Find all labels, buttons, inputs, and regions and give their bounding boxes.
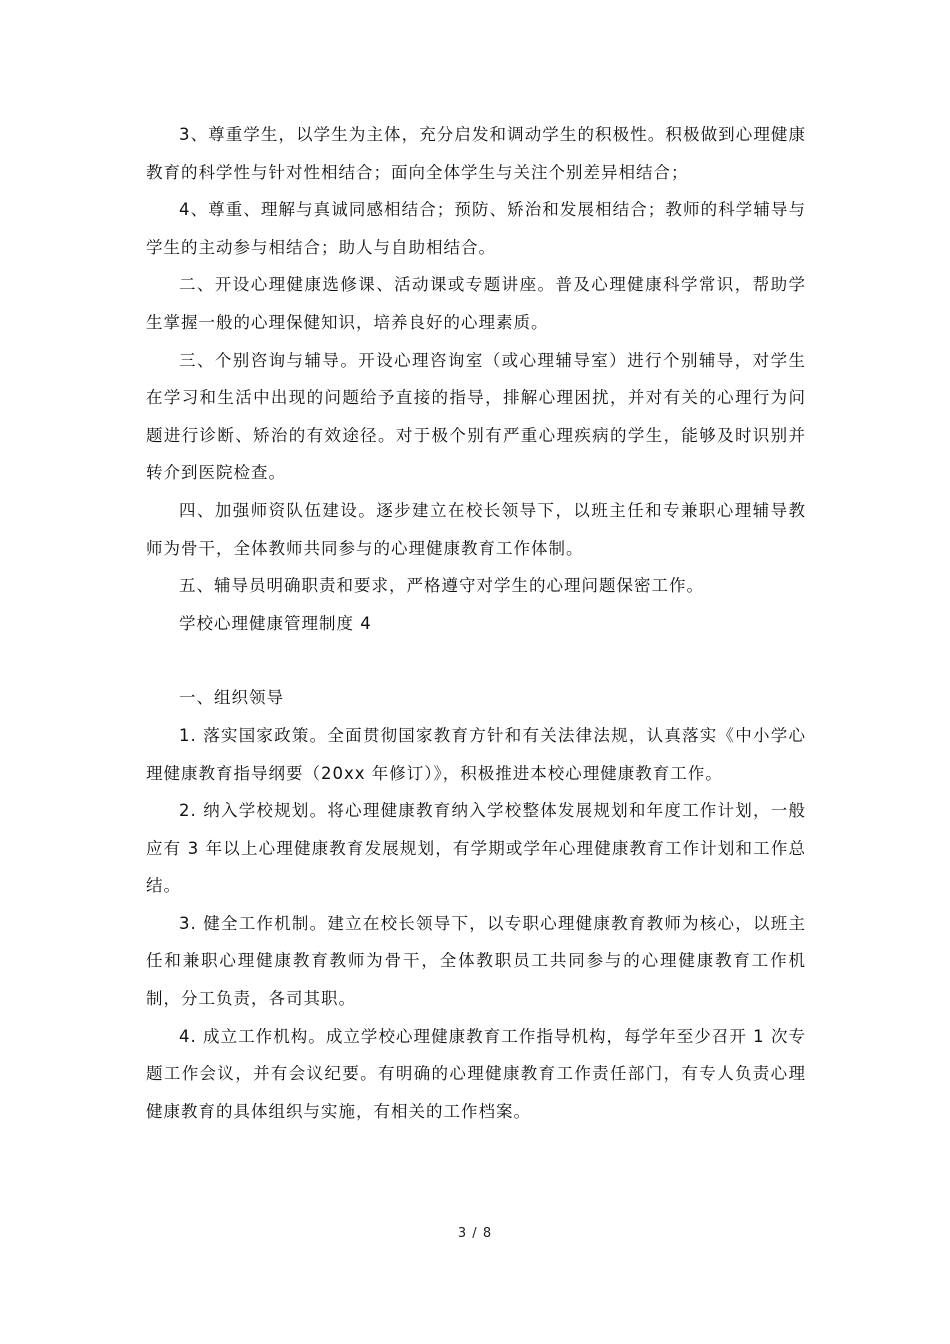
subheading: 一、组织领导: [179, 688, 284, 708]
paragraph: 五、辅导员明确职责和要求，严格遵守对学生的心理问题保密工作。: [179, 576, 704, 596]
spacer: [146, 642, 806, 679]
paragraph: 二、开设心理健康选修课、活动课或专题讲座。普及心理健康科学常识，帮助学生掌握一般的心理保健知识，培养良好的心理素质。: [146, 275, 806, 332]
paragraph: 4. 成立工作机构。成立学校心理健康教育工作指导机构，每学年至少召开 1 次专题工作会议，并有会议纪要。有明确的心理健康教育工作责任部门，有专人负责心理健康教育的具体组织与实施，有相关的工作档案。: [146, 1026, 806, 1121]
paragraph: 四、加强师资队伍建设。逐步建立在校长领导下，以班主任和专兼职心理辅导教师为骨干，全体教师共同参与的心理健康教育工作体制。: [146, 500, 806, 558]
page-content: [146, 116, 806, 1130]
paragraph: 1. 落实国家政策。全面贯彻国家教育方针和有关法律法规，认真落实《中小学心理健康教育指导纲要（20xx 年修订）》，积极推进本校心理健康教育工作。: [146, 725, 806, 783]
paragraph: 3、尊重学生，以学生为主体，充分启发和调动学生的积极性。积极做到心理健康教育的科学性与针对性相结合；面向全体学生与关注个别差异相结合；: [146, 125, 806, 182]
paragraph: 3. 健全工作机制。建立在校长领导下，以专职心理健康教育教师为核心，以班主任和兼职心理健康教育教师为骨干，全体教职员工共同参与的心理健康教育工作机制，分工负责，各司其职。: [146, 913, 806, 1009]
paragraph: 2. 纳入学校规划。将心理健康教育纳入学校整体发展规划和年度工作计划，一般应有 3 年以上心理健康教育发展规划，有学期或学年心理健康教育工作计划和工作总结。: [146, 801, 806, 896]
section-title: 学校心理健康管理制度 4: [179, 613, 372, 633]
paragraph: 三、个别咨询与辅导。开设心理咨询室（或心理辅导室）进行个别辅导，对学生在学习和生活中出现的问题给予直接的指导，排解心理困扰，并对有关的心理行为问题进行诊断、矫治的有效途径。对于极个别有严重心理疾病的学生，能够及时识别并转介到医院检查。: [146, 350, 806, 483]
paragraph: 4、尊重、理解与真诚同感相结合；预防、矫治和发展相结合；教师的科学辅导与学生的主动参与相结合；助人与自助相结合。: [146, 200, 806, 257]
page-number: 3 / 8: [457, 1226, 493, 1241]
